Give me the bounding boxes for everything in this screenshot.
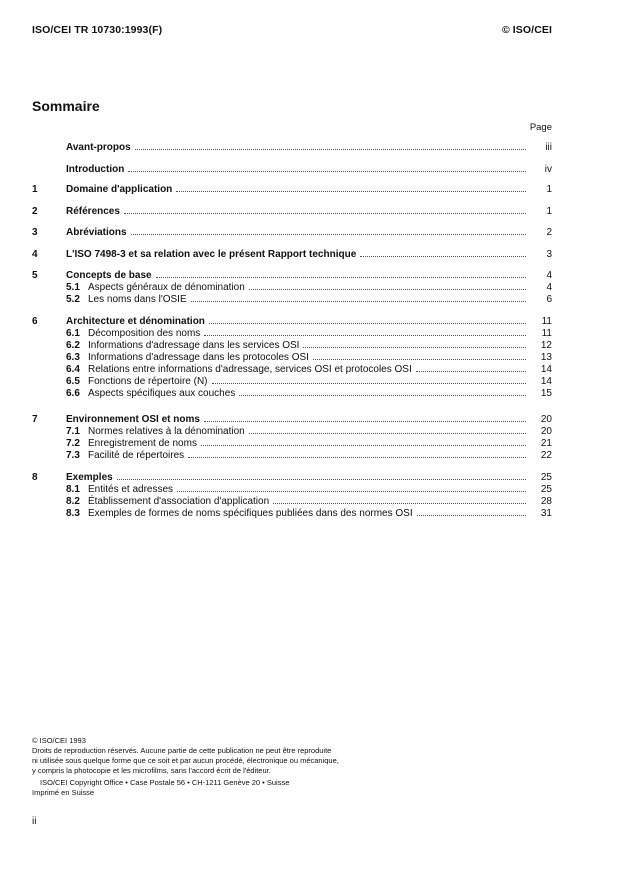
toc-entry-number: 1 xyxy=(32,184,38,195)
dot-leader xyxy=(209,323,526,324)
footer-printed: Imprimé en Suisse xyxy=(32,788,95,797)
footer-rights-3: y compris la photocopie et les microfilms, sans l'accord écrit de l'éditeur. xyxy=(32,766,271,775)
dot-leader xyxy=(188,457,526,458)
toc-entry-title: Aspects spécifiques aux couches xyxy=(88,388,236,399)
toc-entry-number: 7.1 xyxy=(66,426,80,437)
toc-entry-number: 5 xyxy=(32,270,38,281)
toc-entry-number: 5.1 xyxy=(66,282,80,293)
dot-leader xyxy=(201,445,526,446)
dot-leader xyxy=(416,371,526,372)
toc-entry-title: Aspects généraux de dénomination xyxy=(88,282,245,293)
toc-entry-page: 14 xyxy=(540,364,552,375)
toc-entry-number: 5.2 xyxy=(66,294,80,305)
toc-entry-page: 15 xyxy=(540,388,552,399)
toc-entry[interactable] xyxy=(32,376,552,388)
copyright-header: © ISO/CEI xyxy=(501,24,552,36)
dot-leader xyxy=(156,277,526,278)
dot-leader xyxy=(117,479,526,480)
toc-entry-title: Exemples xyxy=(66,472,113,483)
toc-entry-title: Entités et adresses xyxy=(88,484,174,495)
toc-entry-number: 7.2 xyxy=(66,438,80,449)
dot-leader xyxy=(212,383,527,384)
toc-entry-title: Décomposition des noms xyxy=(88,328,201,339)
toc-entry[interactable] xyxy=(32,282,552,294)
toc-entry-title: Établissement d'association d'application xyxy=(88,496,270,507)
toc-entry-page: 4 xyxy=(546,270,552,281)
toc-entry[interactable] xyxy=(32,142,552,154)
toc-entry[interactable] xyxy=(32,249,552,261)
toc-entry-number: 6.3 xyxy=(66,352,80,363)
dot-leader xyxy=(204,421,526,422)
toc-entry-title: Relations entre informations d'adressage, services OSI et protocoles OSI xyxy=(88,364,412,375)
dot-leader xyxy=(177,491,526,492)
dot-leader xyxy=(135,149,526,150)
toc-entry-title: Facilité de répertoires xyxy=(88,450,185,461)
toc-entry-page: iii xyxy=(545,142,552,153)
dot-leader xyxy=(239,395,526,396)
toc-entry-number: 8.1 xyxy=(66,484,80,495)
toc-entry-page: 6 xyxy=(546,294,552,305)
toc-entry-number: 3 xyxy=(32,227,38,238)
dot-leader xyxy=(273,503,526,504)
toc-entry[interactable] xyxy=(32,450,552,462)
dot-leader xyxy=(128,171,526,172)
toc-entry[interactable] xyxy=(32,426,552,438)
toc-entry-title: Introduction xyxy=(66,164,125,175)
toc-entry[interactable] xyxy=(32,472,552,484)
toc-entry-page: 4 xyxy=(546,282,552,293)
toc-entry-page: iv xyxy=(544,164,552,175)
dot-leader xyxy=(249,289,526,290)
toc-entry-title: Abréviations xyxy=(66,227,127,238)
toc-entry-title: Normes relatives à la dénomination xyxy=(88,426,245,437)
toc-entry-title: L'ISO 7498-3 et sa relation avec le présent Rapport technique xyxy=(66,249,357,260)
toc-entry[interactable] xyxy=(32,484,552,496)
toc-entry[interactable] xyxy=(32,184,552,196)
toc-entry[interactable] xyxy=(32,438,552,450)
toc-entry-title: Les noms dans l'OSIE xyxy=(88,294,187,305)
toc-entry-title: Informations d'adressage dans les protocoles OSI xyxy=(88,352,309,363)
footer-rights-2: ni utilisée sous quelque forme que ce soit et par aucun procédé, électronique ou mécanique, xyxy=(32,756,339,765)
dot-leader xyxy=(176,191,526,192)
toc-entry[interactable] xyxy=(32,328,552,340)
toc-entry-page: 31 xyxy=(540,508,552,519)
toc-entry[interactable] xyxy=(32,414,552,426)
dot-leader xyxy=(303,347,526,348)
page-title: Sommaire xyxy=(32,98,100,114)
toc-entry-page: 22 xyxy=(540,450,552,461)
toc-entry-number: 8 xyxy=(32,472,38,483)
toc-entry-page: 3 xyxy=(546,249,552,260)
toc-entry[interactable] xyxy=(32,352,552,364)
toc-entry[interactable] xyxy=(32,388,552,400)
toc-entry-number: 7.3 xyxy=(66,450,80,461)
toc-entry[interactable] xyxy=(32,164,552,176)
toc-entry-number: 4 xyxy=(32,249,38,260)
toc-entry-page: 13 xyxy=(540,352,552,363)
footer-rights-1: Droits de reproduction réservés. Aucune partie de cette publication ne peut être reproduite xyxy=(32,746,332,755)
toc-entry-title: Environnement OSI et noms xyxy=(66,414,200,425)
toc-entry[interactable] xyxy=(32,340,552,352)
toc-entry-number: 6.6 xyxy=(66,388,80,399)
toc-entry-page: 11 xyxy=(541,328,552,339)
footer-notice xyxy=(32,736,339,798)
toc-entry[interactable] xyxy=(32,508,552,520)
dot-leader xyxy=(191,301,526,302)
toc-entry-number: 6.1 xyxy=(66,328,80,339)
toc-entry-page: 20 xyxy=(540,414,552,425)
toc-entry-title: Exemples de formes de noms spécifiques publiées dans des normes OSI xyxy=(88,508,413,519)
toc-entry-title: Références xyxy=(66,206,120,217)
page-number: ii xyxy=(32,816,37,827)
toc-entry-number: 6.4 xyxy=(66,364,80,375)
toc-entry-title: Enregistrement de noms xyxy=(88,438,197,449)
toc-entry-page: 11 xyxy=(541,316,552,327)
page-column-label: Page xyxy=(529,122,552,133)
toc-entry[interactable] xyxy=(32,496,552,508)
toc-entry-page: 28 xyxy=(540,496,552,507)
dot-leader xyxy=(124,213,526,214)
dot-leader xyxy=(417,515,526,516)
dot-leader xyxy=(204,335,526,336)
document-reference: ISO/CEI TR 10730:1993(F) xyxy=(32,24,163,36)
footer-copyright: © ISO/CEI 1993 xyxy=(32,736,86,745)
toc-entry[interactable] xyxy=(32,206,552,218)
toc-entry-number: 2 xyxy=(32,206,38,217)
toc-entry[interactable] xyxy=(32,294,552,306)
toc-entry-page: 1 xyxy=(546,206,552,217)
toc-entry-number: 6 xyxy=(32,316,38,327)
toc-entry-number: 6.5 xyxy=(66,376,80,387)
toc-entry-page: 12 xyxy=(540,340,552,351)
toc-entry[interactable] xyxy=(32,270,552,282)
toc-entry-number: 6.2 xyxy=(66,340,80,351)
toc-entry[interactable] xyxy=(32,316,552,328)
toc-entry[interactable] xyxy=(32,227,552,239)
toc-entry-title: Architecture et dénomination xyxy=(66,316,205,327)
toc-entry-page: 20 xyxy=(540,426,552,437)
toc-entry-number: 8.2 xyxy=(66,496,80,507)
toc-entry-title: Domaine d'application xyxy=(66,184,173,195)
toc-entry-number: 8.3 xyxy=(66,508,80,519)
toc-entry-title: Fonctions de répertoire (N) xyxy=(88,376,208,387)
toc-entry[interactable] xyxy=(32,364,552,376)
toc-entry-title: Avant-propos xyxy=(66,142,131,153)
toc-entry-title: Concepts de base xyxy=(66,270,152,281)
toc-entry-title: Informations d'adressage dans les services OSI xyxy=(88,340,300,351)
toc-entry-page: 1 xyxy=(546,184,552,195)
dot-leader xyxy=(313,359,526,360)
footer-office: ISO/CEI Copyright Office • Case Postale 56 • CH-1211 Genève 20 • Suisse xyxy=(40,778,290,787)
dot-leader xyxy=(249,433,526,434)
toc-entry-page: 14 xyxy=(540,376,552,387)
toc-entry-page: 25 xyxy=(540,484,552,495)
toc-entry-number: 7 xyxy=(32,414,38,425)
toc-entry-page: 25 xyxy=(540,472,552,483)
toc-entry-page: 21 xyxy=(540,438,552,449)
dot-leader xyxy=(360,256,526,257)
dot-leader xyxy=(131,234,526,235)
toc-entry-page: 2 xyxy=(546,227,552,238)
